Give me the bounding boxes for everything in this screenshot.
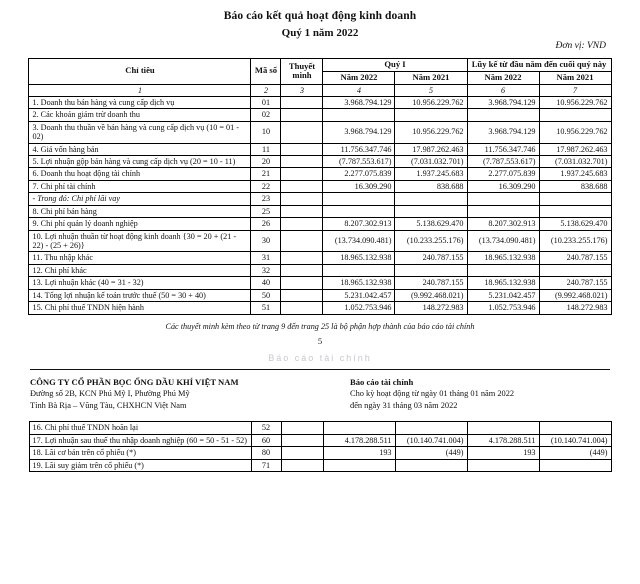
table-column-numbers (29, 84, 611, 96)
row-v4: 18.965.132.938 (323, 277, 395, 289)
table-row (29, 218, 611, 230)
row-label: 11. Thu nhập khác (29, 252, 251, 264)
col-group-quarter: Quý I (323, 59, 467, 72)
row-note (281, 422, 323, 434)
row-label: - Trong đó: Chi phí lãi vay (29, 193, 251, 205)
table-body (29, 96, 611, 314)
table-row (29, 109, 611, 121)
row-code: 32 (251, 264, 281, 276)
row-v5: (7.031.032.701) (395, 156, 467, 168)
table-row (29, 193, 611, 205)
row-note (281, 96, 323, 108)
colnum-3: 3 (281, 84, 323, 96)
col-q-2021: Năm 2021 (395, 71, 467, 84)
colnum-7: 7 (539, 84, 611, 96)
table-row (29, 252, 611, 264)
row-v6: 4.178.288.511 (467, 434, 539, 446)
row-code: 25 (251, 205, 281, 217)
row-v5: 5.138.629.470 (395, 218, 467, 230)
row-v4: 11.756.347.746 (323, 143, 395, 155)
company-block (30, 376, 239, 413)
table-row (29, 156, 611, 168)
row-v7: 240.787.155 (539, 277, 611, 289)
table-row (29, 143, 611, 155)
colnum-5: 5 (395, 84, 467, 96)
row-label: 10. Lợi nhuận thuần từ hoạt động kinh doanh {30 = 20 + (21 - 22) - (25 + 26)} (29, 230, 251, 252)
row-code: 02 (251, 109, 281, 121)
row-v7 (539, 205, 611, 217)
colnum-1: 1 (29, 84, 251, 96)
row-note (281, 205, 323, 217)
row-v4: 2.277.075.839 (323, 168, 395, 180)
row-v4: 1.052.753.946 (323, 302, 395, 314)
col-group-cumulative: Lũy kế từ đầu năm đến cuối quý này (467, 59, 611, 72)
row-note (281, 302, 323, 314)
row-note (281, 434, 323, 446)
row-label: 9. Chi phí quản lý doanh nghiệp (29, 218, 251, 230)
row-v7: 240.787.155 (539, 252, 611, 264)
row-code: 50 (251, 289, 281, 301)
row-code: 52 (251, 422, 281, 434)
table-row (29, 422, 611, 434)
row-v7: 5.138.629.470 (539, 218, 611, 230)
row-v4 (323, 109, 395, 121)
report-period-from: Cho kỳ hoạt động từ ngày 01 tháng 01 năm 2022 (350, 388, 515, 398)
row-v6: 18.965.132.938 (467, 252, 539, 264)
row-note (281, 289, 323, 301)
row-code: 26 (251, 218, 281, 230)
row-v7: 10.956.229.762 (539, 121, 611, 143)
col-c-2022: Năm 2022 (467, 71, 539, 84)
table-row (29, 289, 611, 301)
row-v4 (323, 205, 395, 217)
row-label: 19. Lãi suy giảm trên cổ phiếu (*) (29, 459, 251, 471)
table-header-row (29, 59, 611, 72)
table-row (29, 277, 611, 289)
table-row (29, 230, 611, 252)
row-note (281, 447, 323, 459)
row-v4 (323, 193, 395, 205)
income-statement-table (28, 58, 611, 315)
colnum-6: 6 (467, 84, 539, 96)
table-row (29, 205, 611, 217)
row-code: 20 (251, 156, 281, 168)
row-v6 (467, 193, 539, 205)
row-v4: (13.734.090.481) (323, 230, 395, 252)
row-v5: 10.956.229.762 (395, 96, 467, 108)
row-v6: 2.277.075.839 (467, 168, 539, 180)
row-v7 (539, 109, 611, 121)
row-label: 7. Chi phí tài chính (29, 180, 251, 192)
row-label: 17. Lợi nhuận sau thuế thu nhập doanh nghiệp (60 = 50 - 51 - 52) (29, 434, 251, 446)
currency-unit: Đơn vị: VND (555, 41, 606, 51)
row-v7: 148.272.983 (539, 302, 611, 314)
row-v5 (395, 109, 467, 121)
row-v6: 3.968.794.129 (467, 96, 539, 108)
row-v4: 16.309.290 (323, 180, 395, 192)
row-v6 (467, 205, 539, 217)
document-page (0, 10, 640, 584)
row-label: 12. Chi phí khác (29, 264, 251, 276)
row-v4: 18.965.132.938 (323, 252, 395, 264)
page-number: 5 (317, 335, 323, 346)
page-divider (30, 369, 610, 370)
row-v6 (467, 109, 539, 121)
table-row (29, 121, 611, 143)
row-v4 (323, 459, 395, 471)
col-q-2022: Năm 2022 (323, 71, 395, 84)
row-note (281, 230, 323, 252)
row-v7: 838.688 (539, 180, 611, 192)
row-v5: 10.956.229.762 (395, 121, 467, 143)
col-note: Thuyết minh (281, 59, 323, 85)
table-row (29, 302, 611, 314)
row-v6: (13.734.090.481) (467, 230, 539, 252)
row-v4: 4.178.288.511 (323, 434, 395, 446)
row-note (281, 193, 323, 205)
row-note (281, 180, 323, 192)
row-label: 6. Doanh thu hoạt động tài chính (29, 168, 251, 180)
row-code: 30 (251, 230, 281, 252)
colnum-2: 2 (251, 84, 281, 96)
row-v5: (10.140.741.004) (395, 434, 467, 446)
row-v6: 5.231.042.457 (467, 289, 539, 301)
row-v6: 11.756.347.746 (467, 143, 539, 155)
company-address-line1: Đường số 2B, KCN Phú Mỹ I, Phường Phú Mỹ (30, 388, 190, 398)
row-v5: 240.787.155 (395, 252, 467, 264)
row-v7: (449) (539, 447, 611, 459)
page-subtitle: Quý 1 năm 2022 (281, 27, 359, 39)
row-v7: (7.031.032.701) (539, 156, 611, 168)
row-code: 01 (251, 96, 281, 108)
row-v5 (395, 459, 467, 471)
row-note (281, 168, 323, 180)
company-address-line2: Tỉnh Bà Rịa – Vũng Tàu, CHXHCN Việt Nam (30, 401, 187, 411)
col-indicator: Chỉ tiêu (29, 59, 251, 85)
document-footer (30, 376, 610, 413)
row-code: 51 (251, 302, 281, 314)
row-v5 (395, 205, 467, 217)
row-code: 40 (251, 277, 281, 289)
row-code: 71 (251, 459, 281, 471)
row-code: 23 (251, 193, 281, 205)
row-v6: 8.207.302.913 (467, 218, 539, 230)
table-row (29, 168, 611, 180)
page-title: Báo cáo kết quả hoạt động kinh doanh (223, 10, 417, 22)
row-v7: (10.140.741.004) (539, 434, 611, 446)
row-code: 60 (251, 434, 281, 446)
table-row (29, 96, 611, 108)
row-v5 (395, 422, 467, 434)
col-code: Mã số (251, 59, 281, 85)
row-code: 31 (251, 252, 281, 264)
row-label: 15. Chi phí thuế TNDN hiện hành (29, 302, 251, 314)
row-code: 22 (251, 180, 281, 192)
row-label: 3. Doanh thu thuần về bán hàng và cung cấp dịch vụ (10 = 01 - 02) (29, 121, 251, 143)
table-row (29, 459, 611, 471)
row-v5: (449) (395, 447, 467, 459)
row-note (281, 143, 323, 155)
row-note (281, 121, 323, 143)
row-v5: 148.272.983 (395, 302, 467, 314)
row-v6 (467, 422, 539, 434)
row-v6: 1.052.753.946 (467, 302, 539, 314)
row-v7 (539, 264, 611, 276)
row-v7: 17.987.262.463 (539, 143, 611, 155)
row-v7: 1.937.245.683 (539, 168, 611, 180)
report-title: Báo cáo tài chính (350, 376, 414, 387)
row-v7: (10.233.255.176) (539, 230, 611, 252)
row-v5: 17.987.262.463 (395, 143, 467, 155)
table-row (29, 434, 611, 446)
row-v4: 5.231.042.457 (323, 289, 395, 301)
report-block (350, 376, 610, 413)
row-label: 5. Lợi nhuận gộp bán hàng và cung cấp dịch vụ (20 = 10 - 11) (29, 156, 251, 168)
row-code: 10 (251, 121, 281, 143)
row-v4: (7.787.553.617) (323, 156, 395, 168)
report-period-to: đến ngày 31 tháng 03 năm 2022 (350, 401, 458, 411)
table-row (29, 180, 611, 192)
row-v7 (539, 422, 611, 434)
row-note (281, 252, 323, 264)
row-code: 21 (251, 168, 281, 180)
table-row (29, 447, 611, 459)
row-v7 (539, 459, 611, 471)
row-note (281, 459, 323, 471)
row-v6: 3.968.794.129 (467, 121, 539, 143)
row-v7 (539, 193, 611, 205)
row-v6: (7.787.553.617) (467, 156, 539, 168)
row-v4 (323, 422, 395, 434)
colnum-4: 4 (323, 84, 395, 96)
row-v6 (467, 459, 539, 471)
row-v5 (395, 193, 467, 205)
row-note (281, 264, 323, 276)
row-note (281, 156, 323, 168)
row-v4: 3.968.794.129 (323, 121, 395, 143)
row-code: 11 (251, 143, 281, 155)
row-v7: 10.956.229.762 (539, 96, 611, 108)
row-label: 13. Lợi nhuận khác (40 = 31 - 32) (29, 277, 251, 289)
row-v6 (467, 264, 539, 276)
row-label: 8. Chi phí bán hàng (29, 205, 251, 217)
row-label: 1. Doanh thu bán hàng và cung cấp dịch vụ (29, 96, 251, 108)
row-v4: 8.207.302.913 (323, 218, 395, 230)
row-label: 18. Lãi cơ bản trên cổ phiếu (*) (29, 447, 251, 459)
row-code: 80 (251, 447, 281, 459)
watermark-text: Báo cáo tài chính (268, 352, 372, 363)
row-v5: 240.787.155 (395, 277, 467, 289)
row-note (281, 109, 323, 121)
row-v4 (323, 264, 395, 276)
row-v4: 3.968.794.129 (323, 96, 395, 108)
row-v5: 838.688 (395, 180, 467, 192)
row-note (281, 277, 323, 289)
row-label: 16. Chi phí thuế TNDN hoãn lại (29, 422, 251, 434)
row-label: 14. Tổng lợi nhuận kế toán trước thuế (50 = 30 + 40) (29, 289, 251, 301)
row-v5 (395, 264, 467, 276)
col-c-2021: Năm 2021 (539, 71, 611, 84)
row-v6: 16.309.290 (467, 180, 539, 192)
income-statement-table-continued (29, 421, 612, 472)
row-v4: 193 (323, 447, 395, 459)
row-v5: (10.233.255.176) (395, 230, 467, 252)
row-note (281, 218, 323, 230)
row-v5: 1.937.245.683 (395, 168, 467, 180)
row-label: 2. Các khoản giảm trừ doanh thu (29, 109, 251, 121)
table-row (29, 264, 611, 276)
row-v6: 193 (467, 447, 539, 459)
row-v6: 18.965.132.938 (467, 277, 539, 289)
row-v5: (9.992.468.021) (395, 289, 467, 301)
row-label: 4. Giá vốn hàng bán (29, 143, 251, 155)
footnote-text: Các thuyết minh kèm theo từ trang 9 đến trang 25 là bộ phận hợp thành của báo cáo tài chính (165, 321, 475, 331)
row-v7: (9.992.468.021) (539, 289, 611, 301)
company-name: CÔNG TY CỔ PHẦN BỌC ỐNG DẦU KHÍ VIỆT NAM (30, 376, 239, 387)
